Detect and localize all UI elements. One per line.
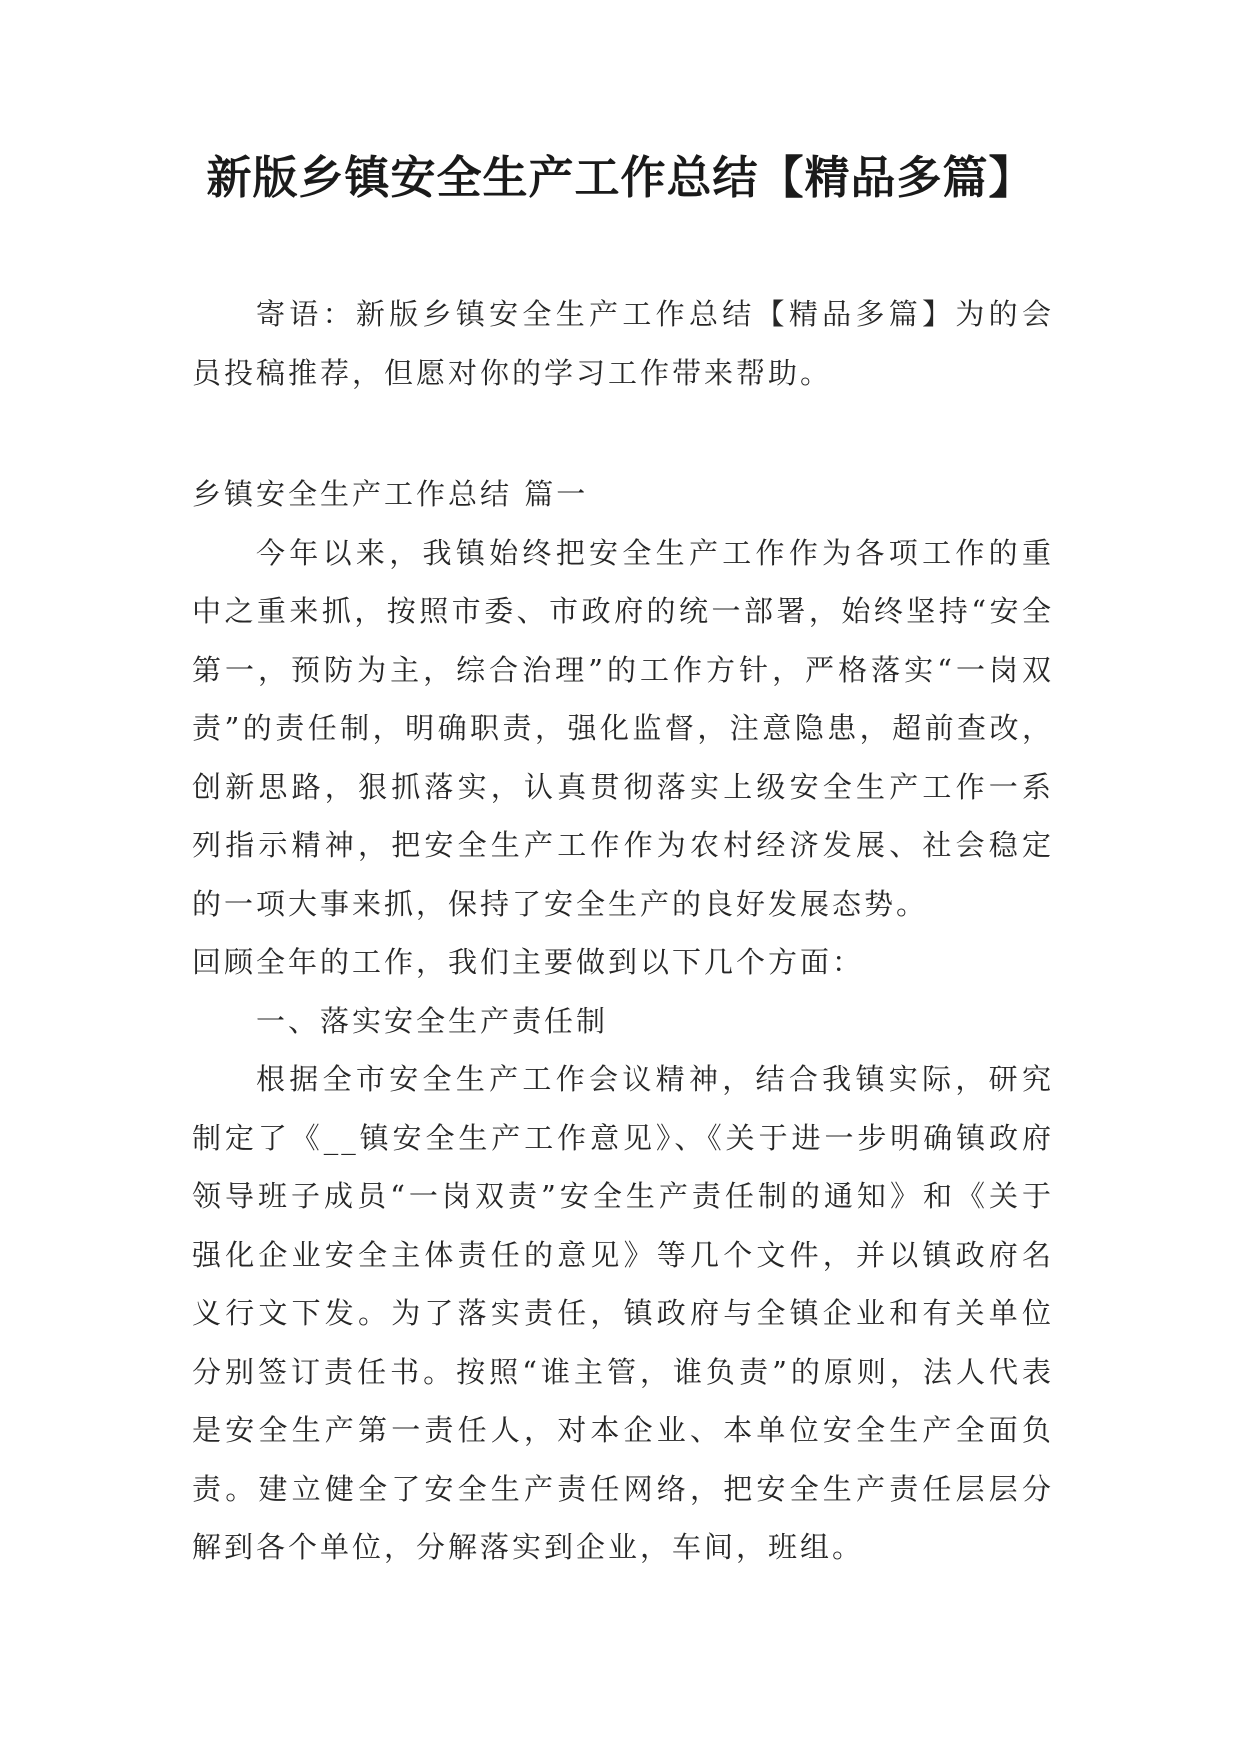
paragraph-1: 今年以来，我镇始终把安全生产工作作为各项工作的重中之重来抓，按照市委、市政府的统一部署，始终坚持“安全第一，预防为主，综合治理”的工作方针，严格落实“一岗双责”的责任制，明确职责，强化监督，注意隐患，超前查改，创新思路，狠抓落实，认真贯彻落实上级安全生产工作一系列指示精神，把安全生产工作作为农村经济发展、社会稳定的一项大事来抓，保持了安全生产的良好发展态势。 xyxy=(192,535,1054,921)
intro-paragraph: 寄语：新版乡镇安全生产工作总结【精品多篇】为的会员投稿推荐，但愿对你的学习工作带来帮助。 xyxy=(192,297,1054,390)
subsection-heading: 一、落实安全生产责任制 xyxy=(256,1003,609,1038)
section-heading: 乡镇安全生产工作总结 篇一 xyxy=(192,477,589,511)
main-body xyxy=(192,465,1054,1577)
paragraph-2: 回顾全年的工作，我们主要做到以下几个方面： xyxy=(192,945,865,979)
paragraph-3: 根据全市安全生产工作会议精神，结合我镇实际，研究制定了《__镇安全生产工作意见》、《关于进一步明确镇政府领导班子成员“一岗双责”安全生产责任制的通知》和《关于强化企业安全主体责任的意见》等几个文件，并以镇政府名义行文下发。为了落实责任，镇政府与全镇企业和有关单位分别签订责任书。按照“谁主管，谁负责”的原则，法人代表是安全生产第一责任人，对本企业、本单位安全生产全面负责。建立健全了安全生产责任网络，把安全生产责任层层分解到各个单位，分解落实到企业，车间，班组。 xyxy=(192,1062,1054,1564)
document-title: 新版乡镇安全生产工作总结【精品多篇】 xyxy=(206,151,1035,204)
intro-block xyxy=(192,285,1054,402)
